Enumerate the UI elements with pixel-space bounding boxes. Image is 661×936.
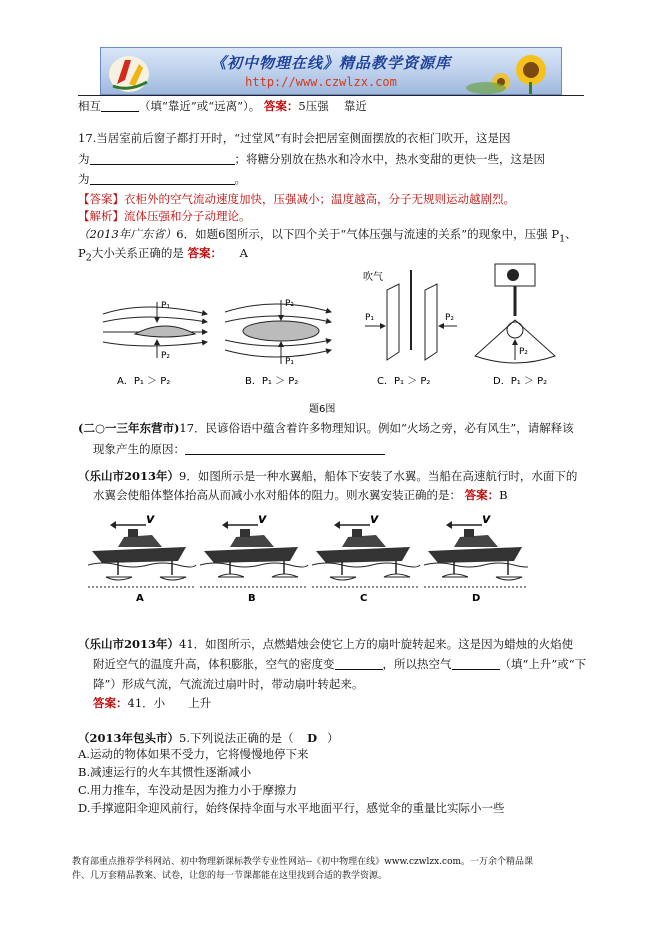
q-dongying-text: 17．民谚俗语中蕴含着许多物理知识。例如“火场之旁，必有风生”，请解释该 — [179, 421, 574, 435]
q-leshan41-line2 — [93, 656, 586, 672]
velocity-label: v — [258, 515, 267, 527]
q-guangdong-tail: 、 — [565, 227, 577, 241]
hydrofoil-boat-d — [424, 515, 528, 604]
figure-6-b — [225, 299, 331, 367]
answer-blank — [335, 658, 383, 670]
q17-line1: 17.当居室前后窗子都打开时，“过堂风”有时会把居室侧面摆放的衣柜门吹开，这是因 — [78, 131, 511, 145]
subscript: 1 — [559, 233, 566, 245]
p2-label: P₂ — [285, 299, 295, 309]
q17-line3-prefix: 为 — [78, 172, 90, 186]
p1-label: P₁ — [161, 301, 171, 311]
q17-line2-prefix: 为 — [78, 152, 90, 166]
answer-blank — [101, 100, 139, 112]
q17-answer — [78, 191, 515, 207]
q-top-prefix: 相互 — [78, 99, 101, 113]
answer-blank — [90, 153, 235, 165]
question-source: （2013年包头市） — [78, 731, 180, 745]
option-a: A.运动的物体如果不受力，它将慢慢地停下来 — [78, 747, 309, 761]
option-c: C.用力推车，车没动是因为推力小于摩擦力 — [78, 783, 298, 797]
hydrofoil-label-c: C — [360, 593, 368, 604]
q-top-mid: （填“靠近”或“远离”）。 — [139, 99, 261, 113]
q-top-line — [78, 98, 367, 114]
q-baotou-text: 5.下列说法正确的是（ — [179, 731, 294, 745]
figure-6-caption-d: D．P₁ ＞ P₂ — [493, 376, 548, 387]
answer-blank — [452, 658, 500, 670]
figure-6-c — [363, 270, 457, 360]
q-guangdong-mid: 大小关系正确的是 — [91, 246, 184, 260]
option-d: D.手撑遮阳伞迎风前行，始终保持伞面与水平地面平行，感觉伞的重量比实际小一些 — [78, 801, 505, 815]
q-dongying-line1 — [78, 420, 574, 436]
answer-tag: 【答案】 — [78, 192, 124, 206]
q-leshan9-line2 — [93, 487, 508, 503]
footer-line1: 教育部重点推荐学科网站、初中物理新课标教学专业性网站--《初中物理在线》www.czwlzx.com。一万余个精品课 — [72, 857, 534, 867]
q-leshan9-text2: 水翼会使船体整体抬高从而减小水对船体的阻力。则水翼安装正确的是： — [93, 488, 461, 502]
header-banner — [100, 47, 562, 95]
p2-label: P₂ — [161, 351, 171, 361]
q-baotou-line1 — [78, 730, 339, 746]
analysis-tag: 【解析】 — [78, 209, 124, 223]
p2-label: P₂ — [445, 313, 455, 323]
q-leshan9-text: 9．如图所示是一种水翼船，船体下安装了水翼。当船在高速航行时，水面下的 — [179, 469, 578, 483]
q17-line3-suffix: 。 — [234, 172, 246, 186]
answer-text: 5压强 靠近 — [298, 99, 367, 113]
q-baotou-suffix: ） — [327, 731, 339, 745]
answer-text: 衣柜外的空气流动速度加快，压强减小；温度越高，分子无规则运动越剧烈。 — [124, 192, 515, 206]
q-leshan41-line3: 降”）形成气流，气流流过扇叶时，带动扇叶转起来。 — [93, 677, 364, 691]
figure-6-caption-b: B．P₁ ＞ P₂ — [245, 376, 299, 387]
subscript: 2 — [85, 252, 92, 264]
q-leshan41-answer — [93, 695, 211, 711]
answer-label: 答案： — [263, 99, 299, 113]
p1-label: P₁ — [365, 313, 375, 323]
hydrofoil-boat-b — [200, 515, 308, 604]
p1-label: P₁ — [285, 357, 295, 367]
hydrofoil-boat-a — [88, 515, 196, 604]
figure-6 — [95, 260, 575, 420]
analysis-text: 流体压强和分子动理论。 — [124, 209, 251, 223]
answer-blank — [90, 173, 235, 185]
figure-6-d — [475, 264, 555, 363]
answer-text: A — [239, 246, 248, 260]
option-b: B.减速运行的火车其惯性逐渐减小 — [78, 765, 252, 779]
answer-label: 答案： — [93, 696, 128, 710]
answer-blank — [185, 443, 385, 455]
q-guangdong-text: 6．如题6图所示，以下四个关于“气体压强与流速的关系”的现象中，压强 P — [176, 227, 560, 241]
banner-title: 《初中物理在线》精品教学资源库 — [210, 54, 451, 72]
logo-icon — [109, 56, 149, 92]
question-source: （乐山市2013年） — [78, 637, 180, 651]
blow-label: 吹气 — [363, 272, 383, 283]
answer-text: B — [499, 488, 508, 502]
q17-line2-mid: ；将糖分别放在热水和冷水中，热水变甜的更快一些，这是因 — [234, 152, 545, 166]
q-leshan41-text2b: ，所以热空气 — [382, 657, 452, 671]
answer-label: 答案： — [464, 488, 500, 502]
header-rule — [78, 95, 584, 96]
hydrofoil-figure — [88, 515, 528, 605]
hydrofoil-boat-c — [312, 515, 420, 604]
q-dongying-line2 — [93, 441, 385, 457]
figure-6-title: 题6图 — [309, 404, 336, 415]
q17-line3 — [78, 171, 246, 187]
hydrofoil-label-a: A — [136, 593, 144, 604]
answer-text: D — [307, 731, 318, 745]
question-source: （2013年广东省） — [78, 227, 177, 241]
p2-label: P₂ — [519, 347, 529, 357]
footer-line2: 件、几万套精品教案、试卷，让您的每一节课都能在这里找到合适的教学资源。 — [72, 871, 388, 881]
hydrofoil-label-b: B — [248, 593, 256, 604]
figure-6-caption-c: C．P₁ ＞ P₂ — [377, 376, 431, 387]
q17-line2 — [78, 151, 545, 167]
q-leshan41-text: 41．如图所示，点燃蜡烛会使它上方的扇叶旋转起来。这是因为蜡烛的火焰使 — [179, 637, 574, 651]
figure-6-a — [103, 301, 207, 361]
figure-6-caption-a: A．P₁ ＞ P₂ — [117, 376, 171, 387]
answer-label: 答案： — [187, 246, 223, 260]
q-leshan9-line1 — [78, 468, 577, 484]
q-dongying-prefix: 现象产生的原因： — [93, 442, 185, 456]
q-leshan41-text2c: （填“上升”或“下 — [499, 657, 587, 671]
q-leshan41-text2a: 附近空气的温度升高，体积膨胀，空气的密度变 — [93, 657, 335, 671]
velocity-label: v — [482, 515, 491, 527]
question-source: (二○一三年东营市) — [78, 421, 180, 435]
answer-text: 41．小 上升 — [127, 696, 212, 710]
q-leshan41-line1 — [78, 636, 573, 652]
question-source: （乐山市2013年） — [78, 469, 180, 483]
q17-analysis — [78, 208, 251, 224]
velocity-label: v — [370, 515, 379, 527]
banner-url[interactable]: http://www.czwlzx.com — [245, 75, 397, 89]
p-symbol: P — [78, 246, 86, 260]
velocity-label: v — [146, 515, 155, 527]
hydrofoil-label-d: D — [472, 593, 481, 604]
